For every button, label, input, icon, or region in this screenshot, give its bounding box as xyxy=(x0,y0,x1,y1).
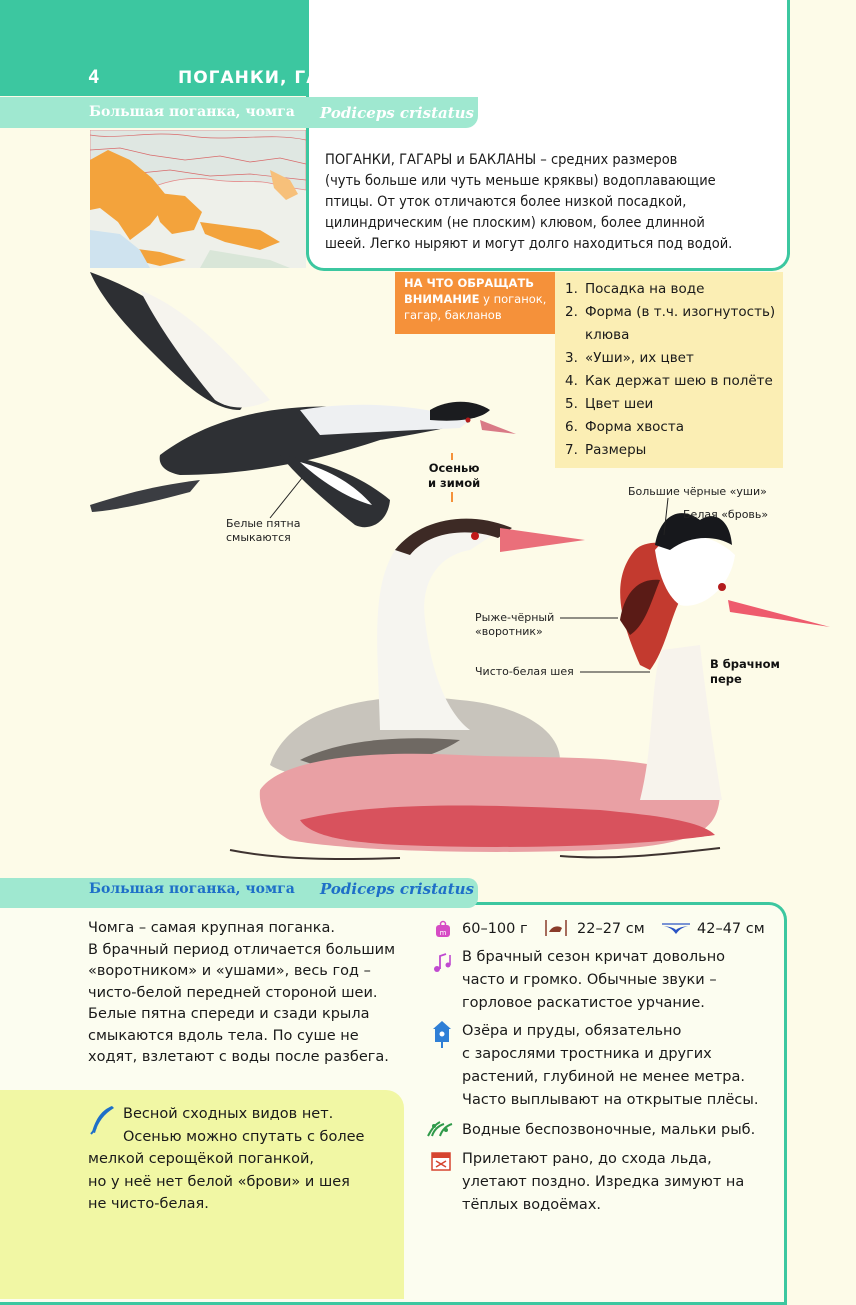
mass-value: 60–100 г xyxy=(462,921,528,937)
length-value: 22–27 см xyxy=(577,921,645,937)
food-icon xyxy=(426,1118,454,1140)
attention-label-line: НА ЧТО ОБРАЩАТЬ xyxy=(404,276,535,290)
voice-line: В брачный сезон кричат довольно xyxy=(462,949,726,965)
label-line: «воротник» xyxy=(475,625,543,638)
description-line: В брачный период отличается большим xyxy=(88,941,396,958)
item-text: Посадка на воде xyxy=(585,281,705,297)
similar-line: мелкой серощёкой поганкой, xyxy=(88,1151,314,1167)
habitat-text xyxy=(462,1020,758,1112)
label-white-brow: Белая «бровь» xyxy=(683,508,769,521)
item-number: 7. xyxy=(565,442,578,458)
bird-illustration xyxy=(0,260,856,880)
wingspan-icon xyxy=(661,918,691,940)
similar-line xyxy=(88,1126,394,1149)
description-line: смыкаются вдоль тела. По суше не xyxy=(88,1027,359,1044)
label-white-neck: Чисто-белая шея xyxy=(475,665,574,678)
section-title: ПОГАНКИ, ГАГАРЫ, БАКЛАНЫ xyxy=(178,68,499,88)
label-line: В брачном xyxy=(710,657,780,671)
description-line: Чомга – самая крупная поганка. xyxy=(88,920,336,936)
label-line: Белые пятна xyxy=(226,517,301,530)
item-number: 1. xyxy=(565,281,578,297)
intro-text xyxy=(325,150,775,255)
item-text: клюва xyxy=(585,327,630,343)
habitat-line: Озёра и пруды, обязательно xyxy=(462,1023,682,1039)
similar-line-text: Осенью можно спутать с более xyxy=(123,1128,365,1145)
label-line: смыкаются xyxy=(226,531,291,544)
calendar-icon xyxy=(430,1150,452,1172)
migration-line: улетают поздно. Изредка зимуют на xyxy=(462,1174,745,1190)
label-line: Осенью xyxy=(428,461,480,475)
item-text: Размеры xyxy=(585,442,647,458)
intro-line: птицы. От уток отличаются более низкой посадкой, xyxy=(325,194,687,210)
weight-icon xyxy=(434,920,452,938)
label-breeding-plumage xyxy=(710,657,780,687)
voice-line: часто и громко. Обычные звуки – xyxy=(462,972,717,988)
similar-line: не чисто-белая. xyxy=(88,1196,209,1212)
habitat-line: Часто выплывают на открытые плёсы. xyxy=(462,1092,759,1108)
migration-line: тёплых водоёмах. xyxy=(462,1197,602,1213)
intro-line: (чуть больше или чуть меньше кряквы) водоплавающие xyxy=(325,173,716,189)
item-text: Форма (в т.ч. изогнутость) xyxy=(585,304,776,320)
label-line: и зимой xyxy=(428,476,481,490)
food-text: Водные беспозвоночные, мальки рыб. xyxy=(462,1122,756,1138)
svg-text:m: m xyxy=(439,929,447,937)
habitat-line: растений, глубиной не менее метра. xyxy=(462,1069,745,1085)
intro-line: ПОГАНКИ, ГАГАРЫ и БАКЛАНЫ – средних размеров xyxy=(325,152,678,168)
range-map-svg xyxy=(90,130,306,268)
item-text: Форма хвоста xyxy=(585,419,684,435)
autumn-grebe-illustration xyxy=(270,519,585,784)
item-text: Как держат шею в полёте xyxy=(585,373,773,389)
similar-line: но у неё нет белой «брови» и шея xyxy=(88,1173,350,1190)
habitat-line: с зарослями тростника и других xyxy=(462,1046,712,1062)
item-number: 4. xyxy=(565,373,578,389)
similar-line xyxy=(88,1103,394,1126)
label-collar xyxy=(475,611,554,639)
similar-line-text: Весной сходных видов нет. xyxy=(123,1106,334,1122)
wingspan-value: 42–47 см xyxy=(697,921,765,937)
attention-label-rest: у поганок, xyxy=(479,292,547,306)
item-number: 5. xyxy=(565,396,578,412)
page-number: 4 xyxy=(88,66,100,88)
attention-label-line: гагар, бакланов xyxy=(404,308,502,322)
description-line: чисто-белой передней стороной шеи. xyxy=(88,984,378,1001)
species-description xyxy=(88,918,408,1069)
voice-line: горловое раскатистое урчание. xyxy=(462,995,705,1011)
species-name-ru-lower: Большая поганка, чомга xyxy=(89,881,295,897)
attention-label-bold: ВНИМАНИЕ xyxy=(404,292,480,306)
species-name-latin-lower: Podiceps cristatus xyxy=(320,880,475,898)
item-text: Цвет шеи xyxy=(585,396,654,412)
species-name-latin: Podiceps cristatus xyxy=(320,104,475,122)
item-number: 2. xyxy=(565,304,578,320)
migration-text xyxy=(462,1148,744,1217)
birdhouse-icon xyxy=(432,1020,452,1048)
description-line: ходят, взлетают с воды после разбега. xyxy=(88,1049,389,1065)
migration-line: Прилетают рано, до схода льда, xyxy=(462,1151,712,1167)
range-map xyxy=(90,130,306,268)
pointer-line xyxy=(270,478,302,518)
description-line: «воротником» и «ушами», весь год – xyxy=(88,963,371,979)
label-white-spots xyxy=(226,517,300,545)
label-big-ears: Большие чёрные «уши» xyxy=(628,485,767,498)
item-number: 3. xyxy=(565,350,578,366)
item-number: 6. xyxy=(565,419,578,435)
description-line: Белые пятна спереди и сзади крыла xyxy=(88,1006,370,1022)
intro-line: цилиндрическим (не плоским) клювом, более длинной xyxy=(325,215,705,231)
label-line: пере xyxy=(710,672,742,686)
music-note-icon xyxy=(432,952,454,974)
label-line: Рыже-чёрный xyxy=(475,611,555,624)
intro-line: шеей. Легко ныряют и могут долго находиться под водой. xyxy=(325,236,733,252)
label-autumn-winter xyxy=(428,461,480,491)
body-length-icon xyxy=(544,918,568,938)
voice-text xyxy=(462,946,725,1015)
item-text: «Уши», их цвет xyxy=(585,350,694,366)
species-name-ru: Большая поганка, чомга xyxy=(89,104,295,120)
similar-species-text xyxy=(88,1103,394,1216)
